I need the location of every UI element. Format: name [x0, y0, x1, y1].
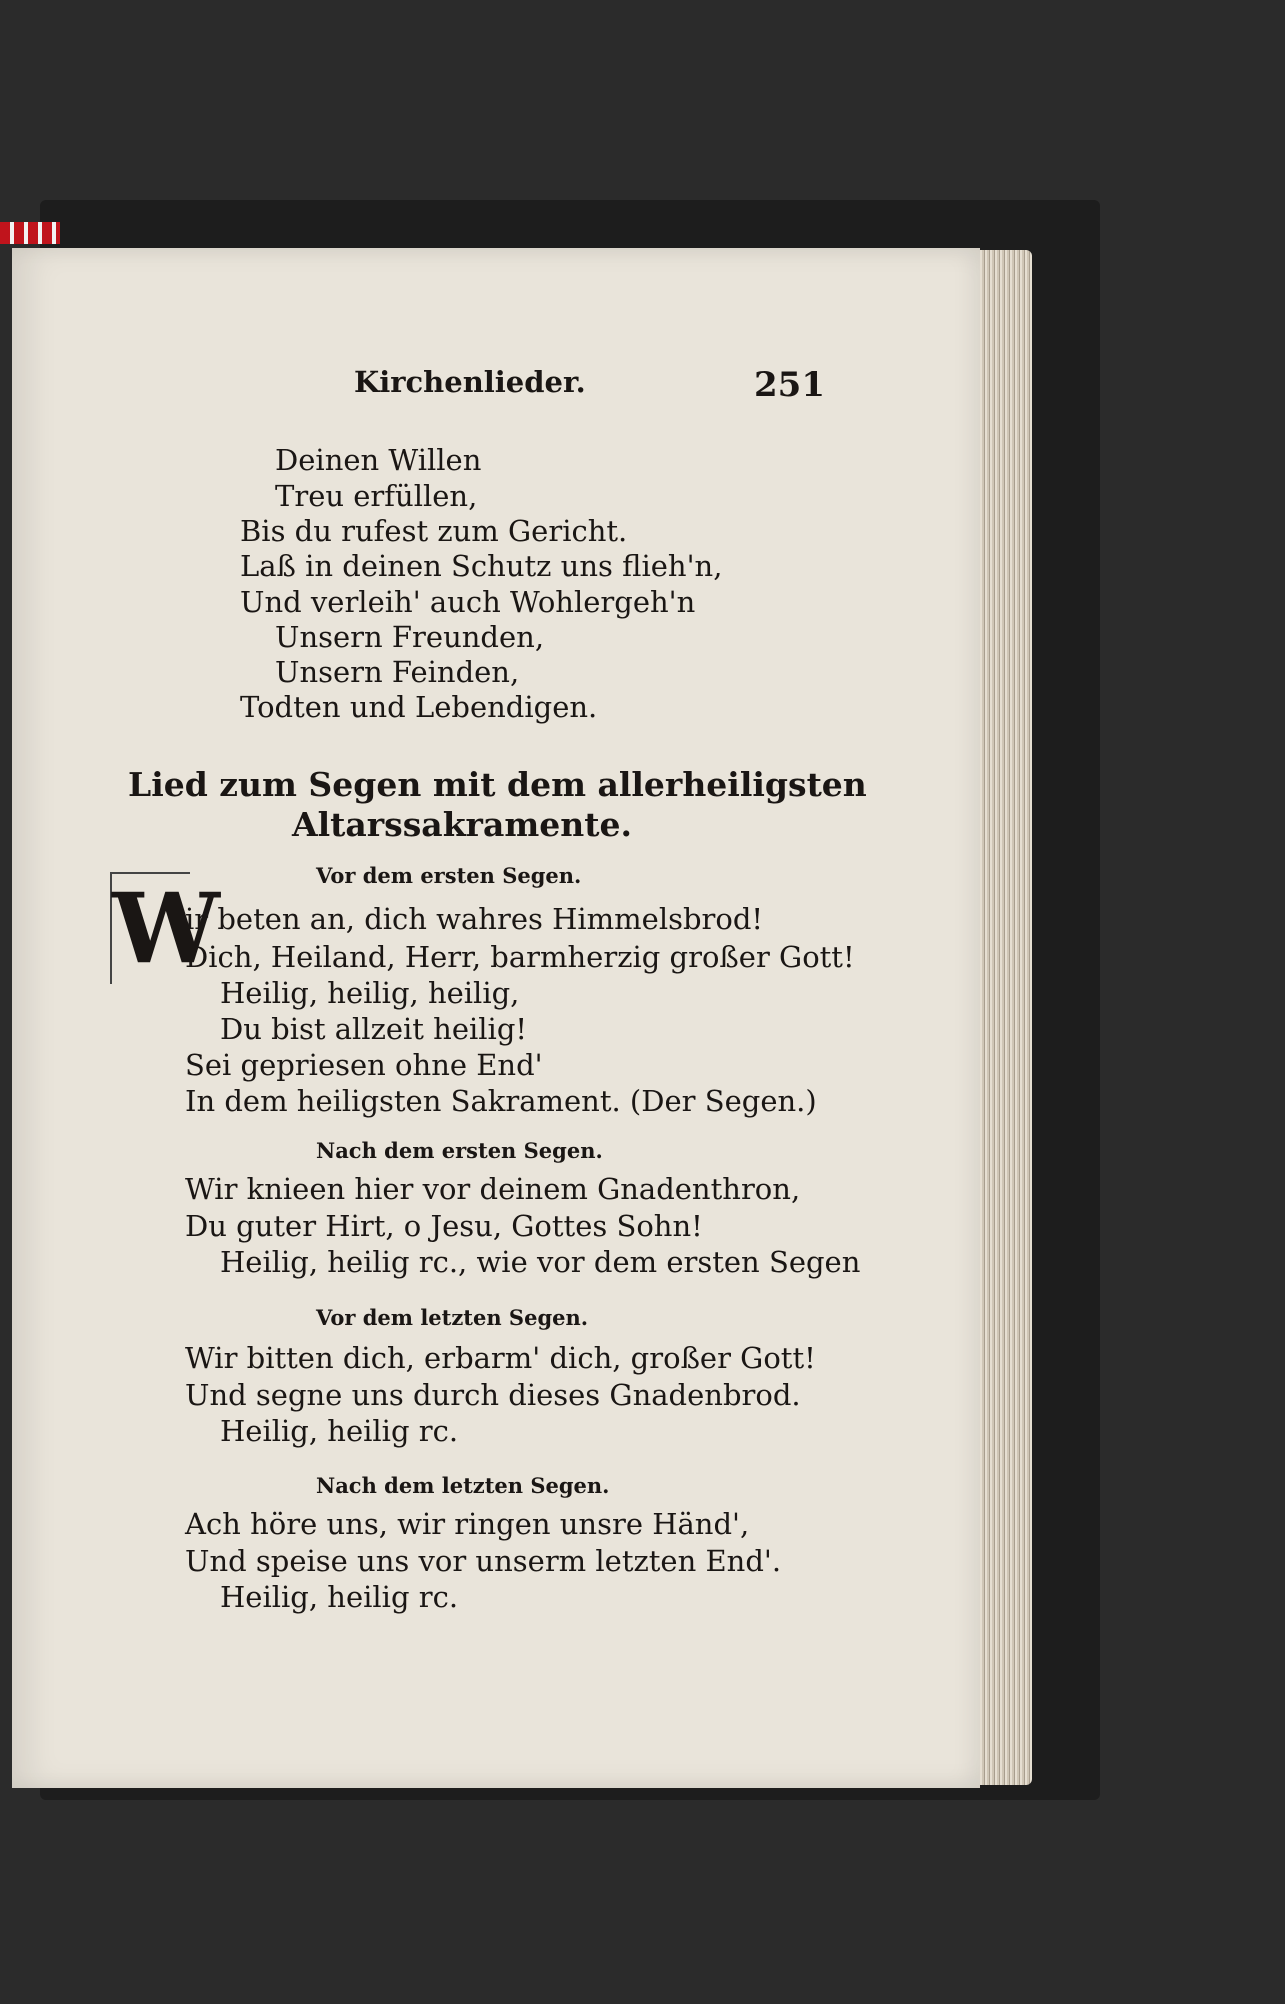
song-line: Wir knieen hier vor deinem Gnadenthron, — [185, 1172, 801, 1206]
stanza-line: Todten und Lebendigen. — [240, 690, 598, 724]
stanza-line: Bis du rufest zum Gericht. — [240, 514, 628, 548]
song-line: Heilig, heilig rc. — [220, 1414, 459, 1448]
stanza-line: Unsern Feinden, — [275, 655, 520, 689]
song-title-line2: Altarssakramente. — [292, 805, 632, 844]
song-line: Heilig, heilig rc. — [220, 1580, 459, 1614]
stanza-line: Unsern Freunden, — [275, 620, 545, 654]
section-heading: Nach dem letzten Segen. — [316, 1473, 610, 1498]
bookmark-ribbon — [0, 222, 60, 244]
song-line: In dem heiligsten Sakrament. (Der Segen.) — [185, 1084, 817, 1118]
song-line: Du bist allzeit heilig! — [220, 1012, 528, 1046]
song-line: Und speise uns vor unserm letzten End'. — [185, 1544, 782, 1578]
song-line: Wir bitten dich, erbarm' dich, großer Gott! — [185, 1341, 816, 1375]
decorated-initial: W — [112, 872, 220, 985]
song-line: ir beten an, dich wahres Himmelsbrod! — [185, 902, 764, 936]
stanza-line: Und verleih' auch Wohlergeh'n — [240, 585, 696, 619]
song-title-line1: Lied zum Segen mit dem allerheiligsten — [128, 765, 867, 804]
section-heading: Vor dem ersten Segen. — [316, 863, 582, 888]
section-heading: Nach dem ersten Segen. — [316, 1138, 603, 1163]
song-line: Sei gepriesen ohne End' — [185, 1048, 543, 1082]
page-number: 251 — [754, 365, 825, 405]
song-line: Dich, Heiland, Herr, barmherzig großer Gott! — [185, 940, 855, 974]
page-edges — [972, 250, 1032, 1785]
song-line: Ach höre uns, wir ringen unsre Händ', — [185, 1507, 750, 1541]
section-heading: Vor dem letzten Segen. — [316, 1305, 589, 1330]
song-line: Und segne uns durch dieses Gnadenbrod. — [185, 1378, 801, 1412]
song-line: Heilig, heilig, heilig, — [220, 976, 520, 1010]
stanza-line: Treu erfüllen, — [275, 479, 478, 513]
song-line: Du guter Hirt, o Jesu, Gottes Sohn! — [185, 1209, 703, 1243]
running-head: Kirchenlieder. — [354, 365, 586, 399]
stanza-line: Laß in deinen Schutz uns flieh'n, — [240, 549, 723, 583]
stanza-line: Deinen Willen — [275, 443, 482, 477]
song-line: Heilig, heilig rc., wie vor dem ersten Segen — [220, 1245, 861, 1279]
